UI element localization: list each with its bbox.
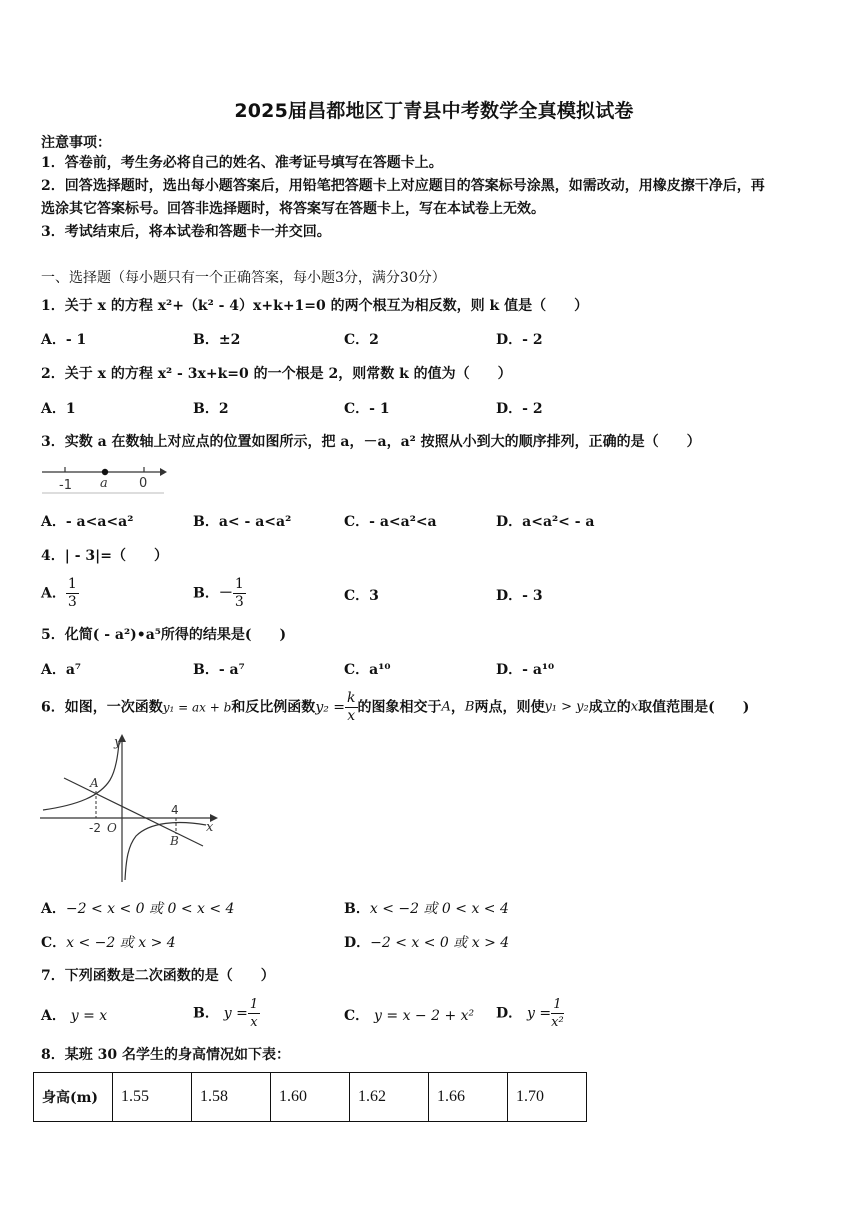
q6-option-b: B．x < −2 或 0 < x < 4 xyxy=(344,901,509,917)
tick-label-neg2: -2 xyxy=(89,821,101,835)
y-axis-label: y xyxy=(114,735,122,750)
question-2-stem: 2．关于 x 的方程 x² - 3x+k=0 的一个根是 2，则常数 k 的值为（ ） xyxy=(41,366,512,382)
q3-option-c: C．- a<a²<a xyxy=(344,514,437,530)
note-2-line-1: 2．回答选择题时，选出每小题答案后，用铅笔把答题卡上对应题目的答案标号涂黑，如需改动，用橡皮擦干净后，再 xyxy=(41,178,765,194)
question-1-stem: 1．关于 x 的方程 x²+（k² - 4）x+k+1=0 的两个根互为相反数，则 k 值是（ ） xyxy=(41,298,589,314)
q6-option-d: D．−2 < x < 0 或 x > 4 xyxy=(344,935,510,951)
point-a-label: A xyxy=(90,776,99,790)
tick-label-4: 4 xyxy=(171,803,179,817)
q3-option-d: D．a<a²< - a xyxy=(496,514,595,530)
question-8-stem: 8．某班 30 名学生的身高情况如下表： xyxy=(41,1047,290,1063)
q3-option-b: B．a< - a<a² xyxy=(193,514,292,530)
axis-label-a: a xyxy=(100,476,108,491)
q4-option-d: D．- 3 xyxy=(496,588,543,604)
question-6-stem: 6．如图，一次函数y₁ = ax + b和反比例函数y₂ = $\frac{k}{x}$ 的图象相交于A，B两点，则使y₁ > y₂成立的x取值范围是( ) xyxy=(41,690,750,724)
table-cell: 1.66 xyxy=(429,1073,508,1122)
table-cell: 1.60 xyxy=(271,1073,350,1122)
q7-option-b: B． y = $\frac{1}{x}$ xyxy=(193,997,259,1030)
axis-label-0: 0 xyxy=(139,476,148,491)
table-cell: 1.62 xyxy=(350,1073,429,1122)
q5-option-c: C．a¹⁰ xyxy=(344,662,391,678)
q2-option-d: D．- 2 xyxy=(496,401,543,417)
function-graph-figure xyxy=(38,730,223,885)
axis-label-neg1: -1 xyxy=(59,478,72,493)
number-line-figure xyxy=(40,462,168,496)
table-header-cell: 身高(m) xyxy=(34,1073,113,1122)
q1-option-a: A．- 1 xyxy=(41,332,87,348)
q1-option-d: D．- 2 xyxy=(496,332,543,348)
note-2-line-2: 选涂其它答案标号。回答非选择题时，将答案写在答题卡上，写在本试卷上无效。 xyxy=(41,201,545,217)
note-3: 3．考试结束后，将本试卷和答题卡一并交回。 xyxy=(41,224,331,240)
q1-option-b: B．±2 xyxy=(193,332,241,348)
q2-option-a: A．1 xyxy=(41,401,76,417)
point-b-label: B xyxy=(170,834,179,848)
fraction: $\frac{1}{3}$ xyxy=(234,576,244,610)
q1-option-c: C．2 xyxy=(344,332,379,348)
q4-option-c: C．3 xyxy=(344,588,379,604)
table-cell: 1.55 xyxy=(113,1073,192,1122)
notes-heading: 注意事项： xyxy=(41,135,111,151)
section-heading: 一、选择题（每小题只有一个正确答案，每小题3分，满分30分） xyxy=(41,270,446,286)
q7-option-c: C． y = x − 2 + x² xyxy=(344,1008,475,1024)
question-7-stem: 7．下列函数是二次函数的是（ ） xyxy=(41,968,275,984)
q5-option-a: A．a⁷ xyxy=(41,662,82,678)
page-title: 2025届昌都地区丁青县中考数学全真模拟试卷 xyxy=(234,100,634,122)
q5-option-b: B．- a⁷ xyxy=(193,662,245,678)
q2-option-c: C．- 1 xyxy=(344,401,390,417)
q2-option-b: B．2 xyxy=(193,401,229,417)
q7-option-a: A． y = x xyxy=(41,1008,108,1024)
x-axis-label: x xyxy=(206,820,214,835)
question-3-stem: 3．实数 a 在数轴上对应点的位置如图所示，把 a，－a，a² 按照从小到大的顺序排列，正确的是（ ） xyxy=(41,434,701,450)
table-cell: 1.58 xyxy=(192,1073,271,1122)
note-1: 1．答卷前，考生务必将自己的姓名、准考证号填写在答题卡上。 xyxy=(41,155,443,171)
q7-option-d: D． y = $\frac{1}{\text{x²}}$ xyxy=(496,997,564,1030)
origin-label: O xyxy=(107,821,117,835)
q3-option-a: A．- a<a<a² xyxy=(41,514,134,530)
height-table xyxy=(33,1072,587,1122)
q4-option-b: B．－ $\frac{1}{3}$ xyxy=(193,576,244,610)
fraction: $\frac{1}{3}$ xyxy=(67,576,77,610)
q4-option-a: A． $\frac{1}{3}$ xyxy=(41,576,77,610)
question-5-stem: 5．化简( - a²)•a⁵所得的结果是( ) xyxy=(41,627,287,643)
table-row xyxy=(34,1073,587,1122)
q5-option-d: D．- a¹⁰ xyxy=(496,662,555,678)
table-cell: 1.70 xyxy=(508,1073,587,1122)
q6-option-c: C．x < −2 或 x > 4 xyxy=(41,935,176,951)
q6-option-a: A．−2 < x < 0 或 0 < x < 4 xyxy=(41,901,235,917)
question-4-stem: 4．| - 3|=（ ） xyxy=(41,548,168,564)
